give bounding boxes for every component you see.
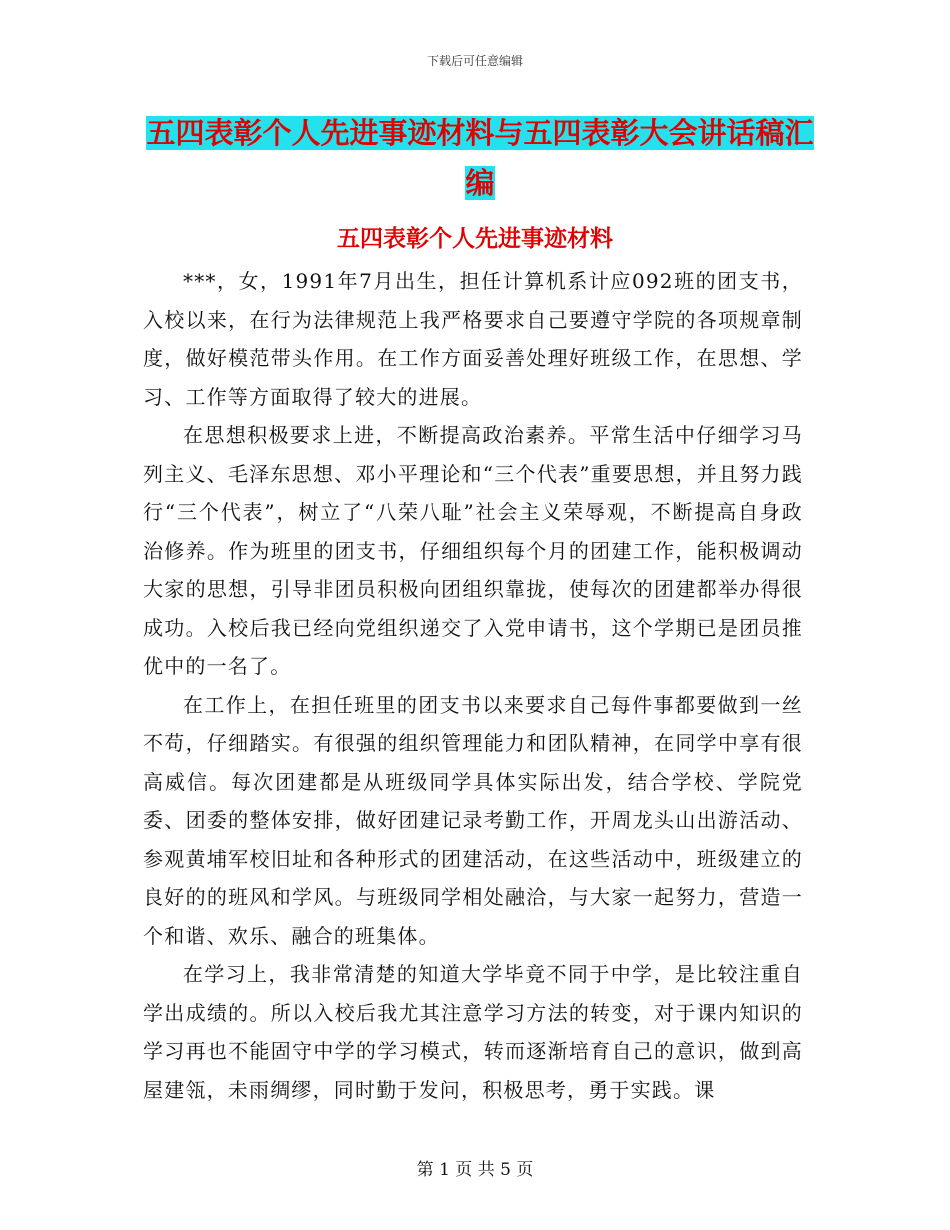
page-number: 第 1 页 共 5 页 <box>416 1160 534 1180</box>
paragraph: 在工作上，在担任班里的团支书以来要求自己每件事都要做到一丝不苟，仔细踏实。有很强的组织管理能力和团队精神，在同学中享有很高威信。每次团建都是从班级同学具体实际出发，结合学校、学院党委、团委的整体安排，做好团建记录考勤工作，开周龙头山出游活动、参观黄埔军校旧址和各种形式的团建活动，在这些活动中，班级建立的良好的的班风和学风。与班级同学相处融洽，与大家一起努力，营造一个和谐、欢乐、融合的班集体。 <box>143 692 803 948</box>
document-body <box>143 262 803 1109</box>
paragraph: 在思想积极要求上进，不断提高政治素养。平常生活中仔细学习马列主义、毛泽东思想、邓小平理论和“三个代表”重要思想，并且努力践行“三个代表”，树立了“八荣八耻”社会主义荣辱观，不断提高自身政治修养。作为班里的团支书，仔细组织每个月的团建工作，能积极调动大家的思想，引导非团员积极向团组织靠拢，使每次的团建都举办得很成功。入校后我已经向党组织递交了入党申请书，这个学期已是团员推优中的一名了。 <box>143 423 803 678</box>
page-header-note: 下载后可任意编辑 <box>426 54 523 68</box>
paragraph: 在学习上，我非常清楚的知道大学毕竟不同于中学，是比较注重自学出成绩的。所以入校后我尤其注意学习方法的转变，对于课内知识的学习再也不能固守中学的学习模式，转而逐渐培育自己的意识，做到高屋建瓴，未雨绸缪，同时勤于发问，积极思考，勇于实践。课 <box>143 962 803 1102</box>
section-title: 五四表彰个人先进事迹材料 <box>337 226 613 252</box>
document-title-text: 五四表彰个人先进事迹材料与五四表彰大会讲话稿汇编 <box>146 116 814 200</box>
document-title <box>140 108 820 208</box>
paragraph: ***，女，1991年7月出生，担任计算机系计应092班的团支书，入校以来，在行为法律规范上我严格要求自己要遵守学院的各项规章制度，做好模范带头作用。在工作方面妥善处理好班级工作，在思想、学习、工作等方面取得了较大的进展。 <box>143 269 803 409</box>
